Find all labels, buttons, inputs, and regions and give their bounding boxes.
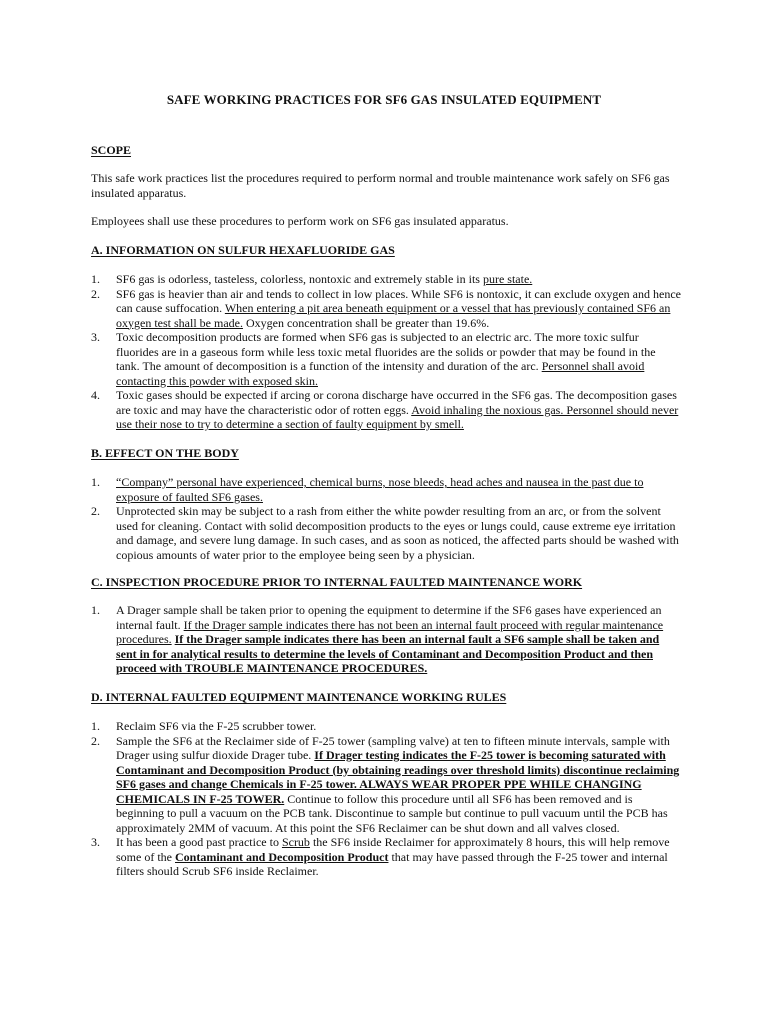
underlined-text: If Drager testing indicates the F-25 tower is becoming saturated with Contaminant and Decomposition Product (by obtaining readings over threshold limits) discontinue reclaiming SF6 gases and change Chemicals in F-25 tower. ALWAYS WEAR PROPER PPE WHILE CHANGING CHEMICALS IN F-25 TOWER. <box>116 748 680 806</box>
list-item <box>91 504 681 562</box>
list-item-number: 3. <box>91 835 100 849</box>
scope-heading: SCOPE <box>91 143 132 157</box>
list-item <box>91 272 681 287</box>
list-item-text: that may have passed through the F-25 tower and internal filters should Scrub SF6 inside Reclaimer. <box>116 849 668 878</box>
list-item-text: SF6 gas is odorless, tasteless, colorless, nontoxic and extremely stable in its <box>116 272 483 286</box>
list-item-number: 1. <box>91 475 100 489</box>
scope-paragraph-2: Employees shall use these procedures to perform work on SF6 gas insulated apparatus. <box>91 214 509 228</box>
section-a-heading: A. INFORMATION ON SULFUR HEXAFLUORIDE GAS <box>91 243 395 257</box>
list-item <box>91 734 681 836</box>
underlined-text: “Company” personal have experienced, chemical burns, nose bleeds, head aches and nausea in the past due to exposure of faulted SF6 gases. <box>116 475 644 504</box>
list-item-number: 2. <box>91 733 100 748</box>
list-item <box>91 330 681 388</box>
page-title: SAFE WORKING PRACTICES FOR SF6 GAS INSULATED EQUIPMENT <box>166 92 602 107</box>
underlined-text: Scrub <box>281 835 310 849</box>
list-item-number: 1. <box>91 603 100 617</box>
underlined-text: When entering a pit area beneath equipment or a vessel that has previously contained SF6 an oxygen test shall be made. <box>116 301 671 330</box>
list-item-number: 4. <box>91 388 100 402</box>
underlined-text: Personnel shall avoid contacting this powder with exposed skin. <box>116 359 645 388</box>
section-c-heading: C. INSPECTION PROCEDURE PRIOR TO INTERNAL FAULTED MAINTENANCE WORK <box>91 575 583 589</box>
list-item-text: Toxic gases should be expected if arcing or corona discharge have occurred in the SF6 gas. The decomposition gases are toxic and may have the characteristic odor of rotten eggs. <box>116 388 677 417</box>
list-item-text: Sample the SF6 at the Reclaimer side of F-25 tower (sampling valve) at ten to fifteen minute intervals, sample with Drager using sulfur dioxide Drager tube. <box>116 733 670 762</box>
list-item <box>91 475 681 504</box>
underlined-text: pure state. <box>482 272 533 286</box>
list-item <box>91 835 681 879</box>
list-item-number: 3. <box>91 330 100 344</box>
list-item-number: 2. <box>91 286 100 301</box>
underlined-text: Avoid inhaling the noxious gas. Personnel should never use their nose to try to determine a section of faulty equipment by smell. <box>116 402 679 431</box>
underlined-text: Contaminant and Decomposition Product <box>175 849 389 864</box>
section-d-list <box>91 719 681 879</box>
list-item <box>91 603 681 676</box>
list-item-text: A Drager sample shall be taken prior to opening the equipment to determine if the SF6 gases have experienced an internal fault. <box>116 603 662 632</box>
scope-paragraph-1: This safe work practices list the procedures required to perform normal and trouble maintenance work safely on SF6 gas insulated apparatus. <box>91 171 670 200</box>
list-item-text: Unprotected skin may be subject to a rash from either the white powder resulting from an arc, or from the solvent used for cleaning. Contact with solid decomposition products to the eyes or lungs could, cause extreme eye irritation and damage, and severe lung damage. In such cases, and as soon as noticed, the affected parts should be washed with copious amounts of water prior to the employee being seen by a physician. <box>116 504 679 562</box>
list-item-text: Reclaim SF6 via the F-25 scrubber tower. <box>116 719 317 733</box>
list-item-text: Oxygen concentration shall be greater than 19.6%. <box>242 315 490 330</box>
section-b-list <box>91 475 681 562</box>
section-b-heading: B. EFFECT ON THE BODY <box>91 446 239 460</box>
list-item-number: 1. <box>91 719 100 733</box>
section-c-list <box>91 603 681 676</box>
list-item-text: the SF6 inside Reclaimer for approximately 8 hours, this will help remove some of the <box>116 835 670 864</box>
list-item-text: Toxic decomposition products are formed when SF6 gas is subjected to an electric arc. The more toxic sulfur fluorides are in a gaseous form while less toxic metal fluorides are the solids or powder that may be found in the tank. The amount of decomposition is a function of the intensity and duration of the arc. <box>116 330 656 373</box>
section-a-list <box>91 272 681 432</box>
list-item-number: 2. <box>91 504 100 518</box>
list-item-text: SF6 gas is heavier than air and tends to collect in low places. While SF6 is nontoxic, it can exclude oxygen and hence can cause suffocation. <box>116 286 681 315</box>
list-item-number: 1. <box>91 272 100 286</box>
list-item-text: Continue to follow this procedure until all SF6 has been removed and is beginning to pull a vacuum on the PCB tank. Discontinue to sample but continue to pull vacuum until the PCB has approximately 2MM of vacuum. At this point the SF6 Reclaimer can be shut down and all valves closed. <box>116 791 668 835</box>
underlined-text: If the Drager sample indicates there has been an internal fault a SF6 sample shall be taken and sent in for analytical results to determine the levels of Contaminant and Decomposition Product and then proceed with TROUBLE MAINTENANCE PROCEDURES. <box>116 632 660 675</box>
list-item <box>91 287 681 331</box>
list-item <box>91 719 681 734</box>
section-d-heading: D. INTERNAL FAULTED EQUIPMENT MAINTENANCE WORKING RULES <box>91 690 507 704</box>
list-item <box>91 388 681 432</box>
underlined-text: If the Drager sample indicates there has not been an internal fault proceed with regular maintenance procedures. <box>116 617 664 646</box>
list-item-text: It has been a good past practice to <box>116 835 282 849</box>
